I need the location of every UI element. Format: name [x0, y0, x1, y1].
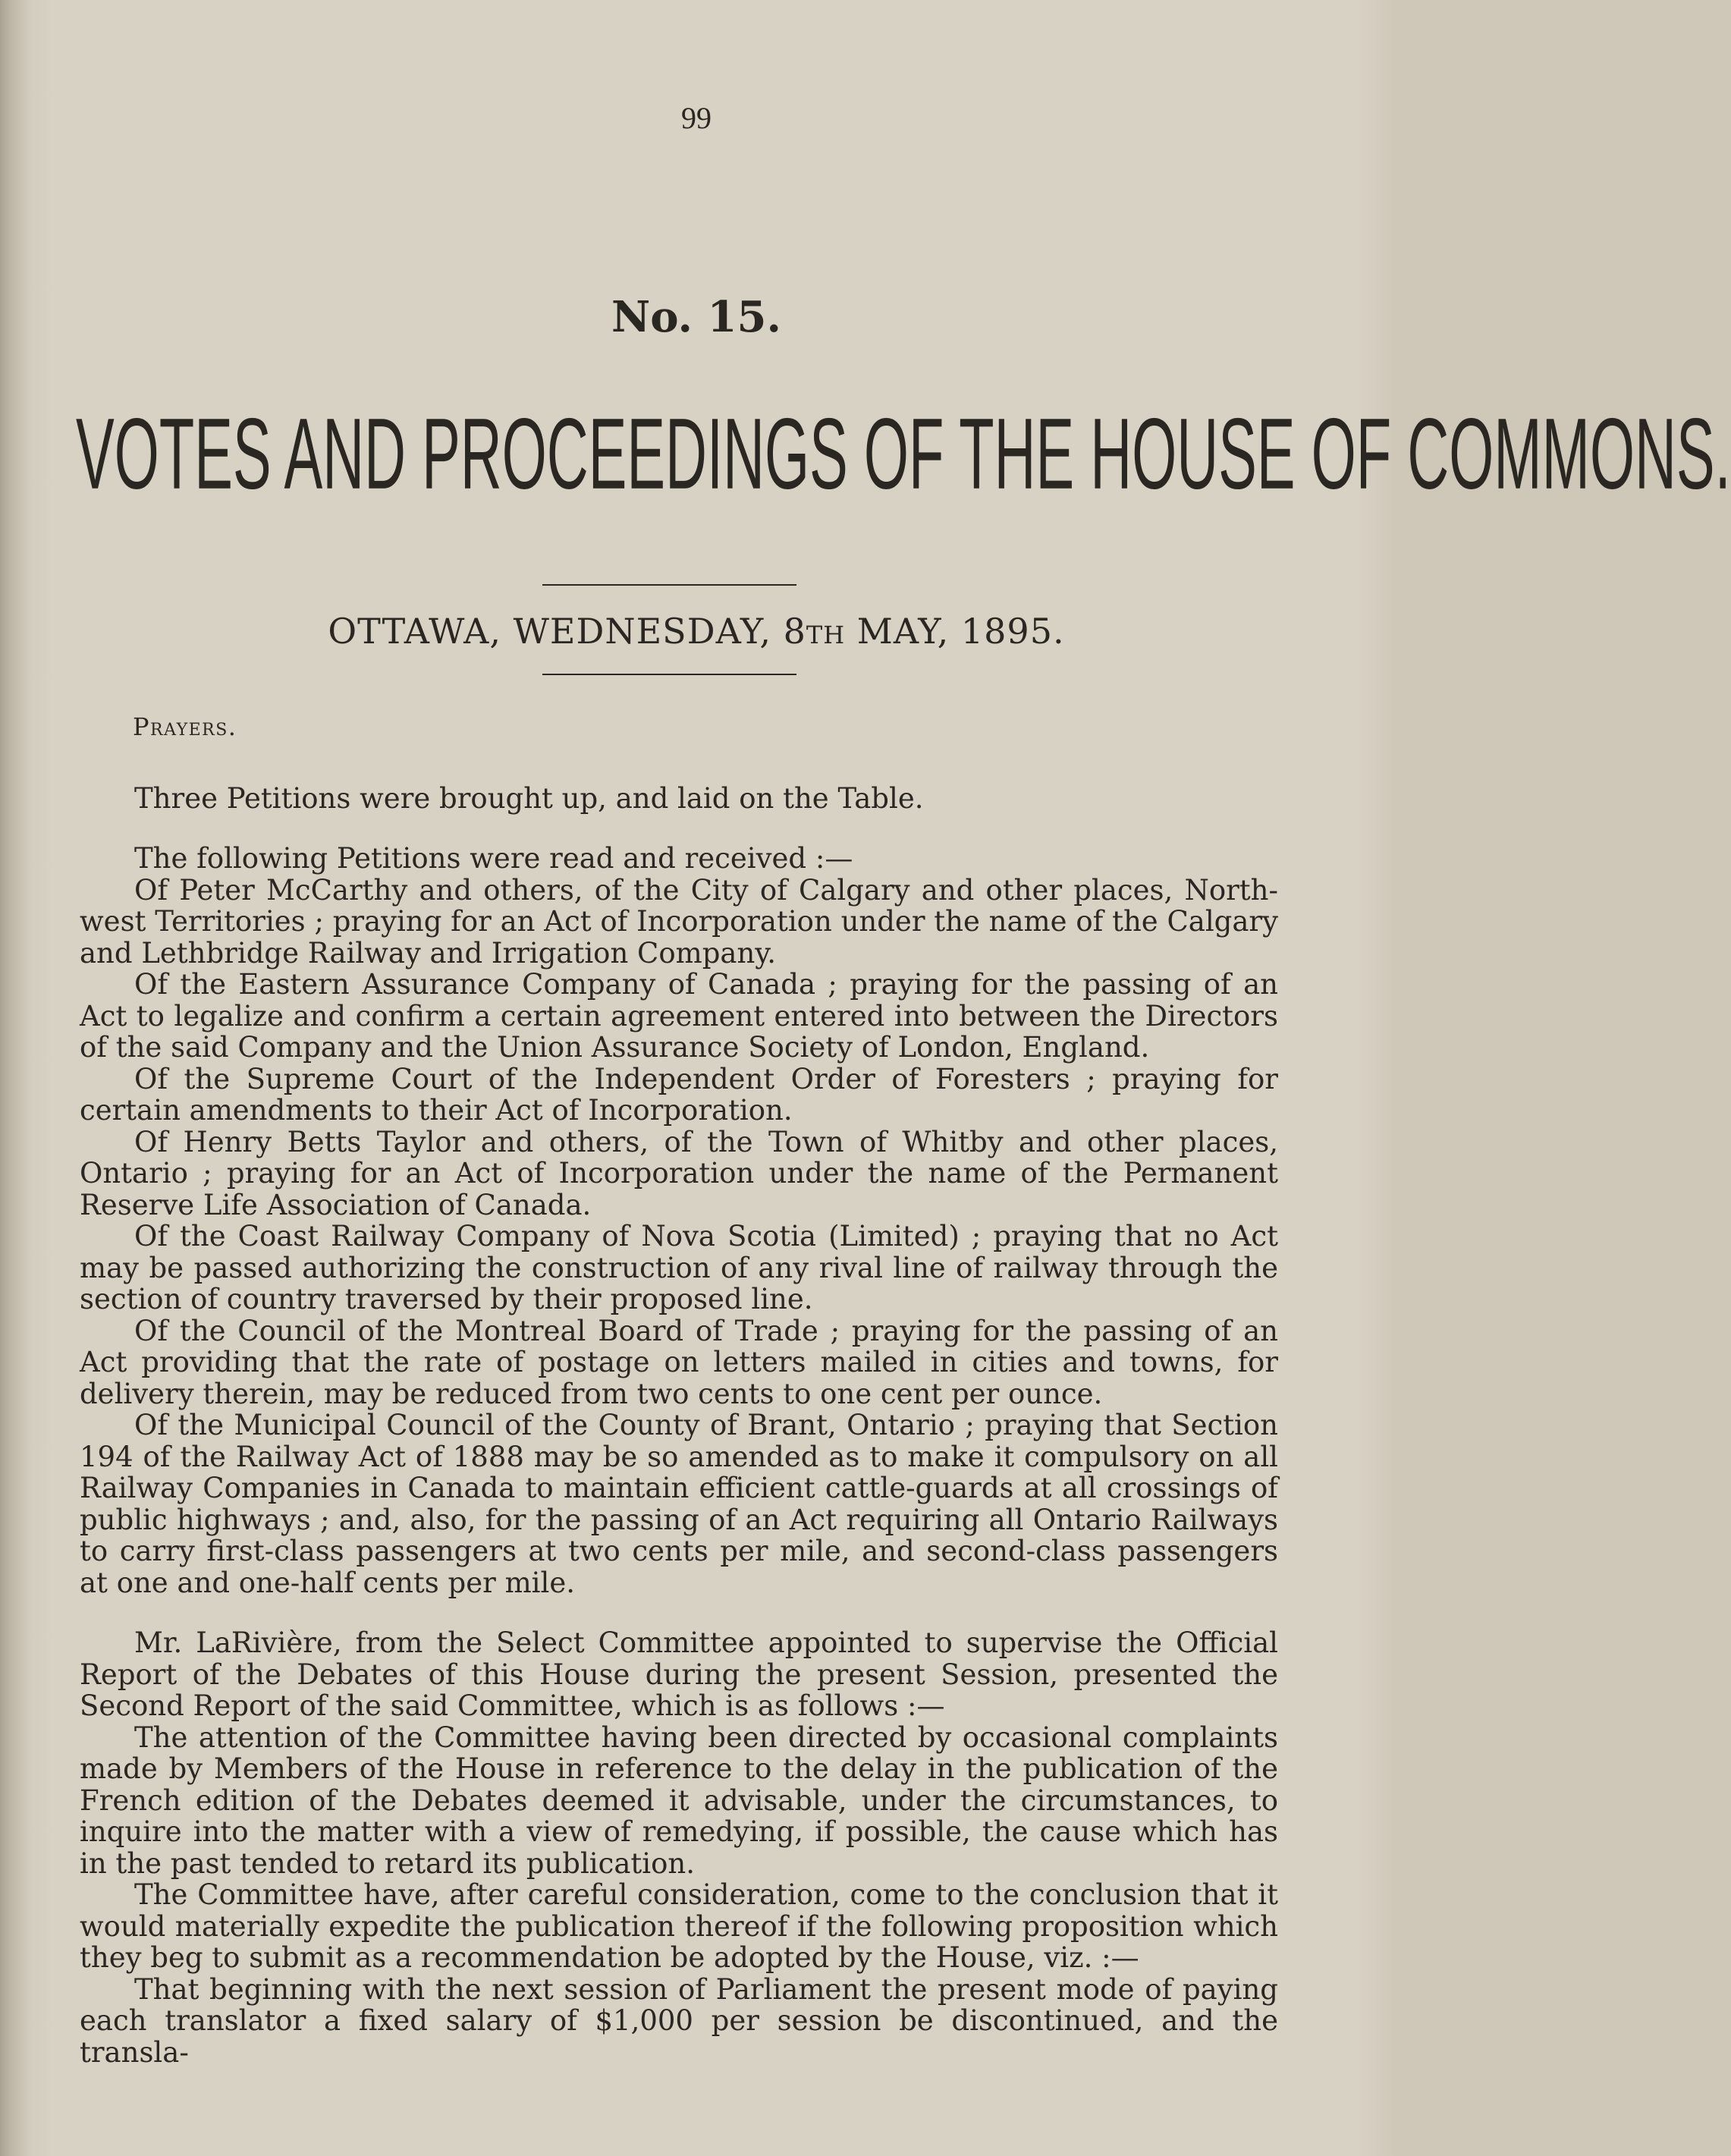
paragraph-committee-conclusion: The Committee have, after careful consideration, come to the conclusion that it would materially expedite the publication thereof if the following proposition which they beg to submit as a recommendation be adopted by the House, viz. :— [80, 1878, 1278, 1974]
dateline-post: MAY, 1895. [845, 611, 1065, 652]
petition-taylor: Of Henry Betts Taylor and others, of the Town of Whitby and other places, Ontario ; praying for an Act of Incorporation under the name of the Permanent Reserve Life Association of Canada. [80, 1125, 1278, 1221]
document-title-text: VOTES AND PROCEEDINGS OF THE HOUSE OF COMMONS. [76, 398, 1731, 511]
page-number: 99 [681, 101, 712, 135]
paragraph-committee-report: Mr. LaRivière, from the Select Committee appointed to supervise the Official Report of the Debates of this House during the present Session, presented the Second Report of the said Committee, which is as follows :— [80, 1626, 1278, 1722]
document-number: No. 15. [611, 292, 781, 342]
dateline [0, 611, 1393, 652]
paragraph-petitions-received: The following Petitions were read and received :— [134, 842, 853, 875]
petition-foresters: Of the Supreme Court of the Independent Order of Foresters ; praying for certain amendments to their Act of Incorporation. [80, 1062, 1278, 1127]
petition-montreal-board: Of the Council of the Montreal Board of Trade ; praying for the passing of an Act providing that the rate of postage on letters mailed in cities and towns, for delivery therein, may be reduced from two cents to one cent per ounce. [80, 1314, 1278, 1410]
paragraph-translator-salary: That beginning with the next session of Parliament the present mode of paying each translator a fixed salary of $1,000 per session be discontinued, and the transla- [80, 1972, 1278, 2069]
body-text [80, 706, 1278, 2068]
divider-bottom [542, 674, 796, 675]
dateline-pre: OTTAWA, WEDNESDAY, 8 [328, 611, 806, 652]
prayers-heading: Prayers. [133, 712, 237, 741]
petition-mccarthy: Of Peter McCarthy and others, of the City of Calgary and other places, North-west Territories ; praying for an Act of Incorporation under the name of the Calgary and Lethbridge Railway and Irrigation Company. [80, 873, 1278, 970]
document-title [76, 398, 1731, 511]
petition-coast-railway: Of the Coast Railway Company of Nova Scotia (Limited) ; praying that no Act may be passed authorizing the construction of any rival line of railway through the section of country traversed by their proposed line. [80, 1220, 1278, 1315]
divider-top [542, 584, 796, 586]
dateline-ordinal-suffix: TH [806, 621, 846, 649]
petition-eastern-assurance: Of the Eastern Assurance Company of Canada ; praying for the passing of an Act to legalize and confirm a certain agreement entered into between the Directors of the said Company and the Union Assurance Society of London, England. [80, 968, 1278, 1064]
paragraph-committee-attention: The attention of the Committee having been directed by occasional complaints made by Members of the House in reference to the delay in the publication of the French edition of the Debates deemed it advisable, under the circumstances, to inquire into the matter with a view of remedying, if possible, the cause which has in the past tended to retard its publication. [80, 1721, 1278, 1880]
paragraph-petitions-brought-up: Three Petitions were brought up, and laid on the Table. [134, 781, 924, 815]
petition-brant-council: Of the Municipal Council of the County of Brant, Ontario ; praying that Section 194 of the Railway Act of 1888 may be so amended as to make it compulsory on all Railway Companies in Canada to maintain efficient cattle-guards at all crossings of public highways ; and, also, for the passing of an Act requiring all Ontario Railways to carry first-class passengers at two cents per mile, and second-class passengers at one and one-half cents per mile. [80, 1409, 1278, 1599]
